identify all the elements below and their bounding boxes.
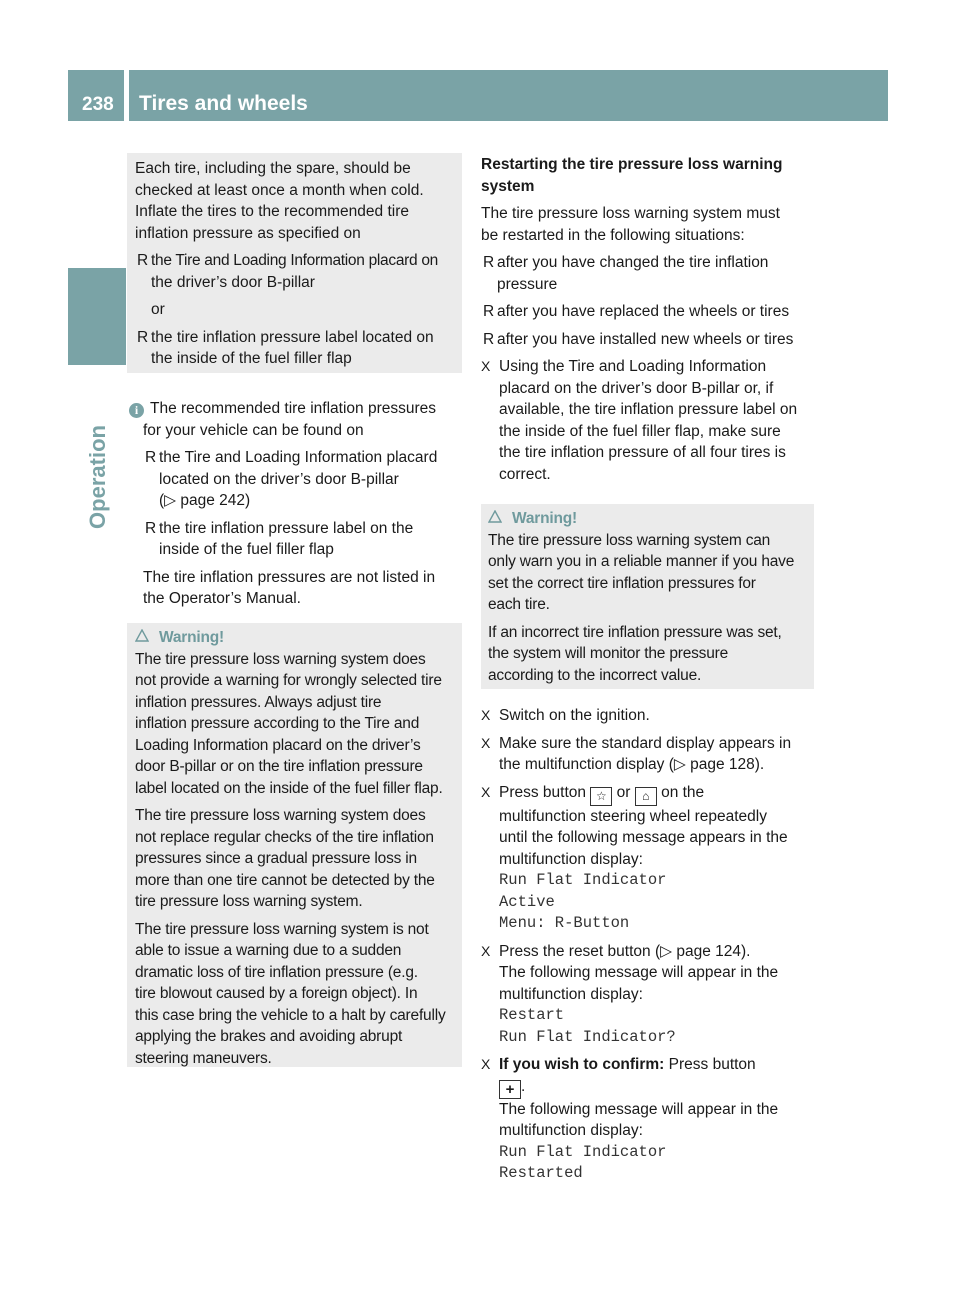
section-heading: Restarting the tire pressure loss warning [481, 156, 783, 173]
bullet-icon: R [145, 449, 157, 466]
bullet-icon: R [483, 330, 495, 348]
bullet-icon: R [483, 303, 495, 320]
list-item: R the Tire and Loading Information placard located on the driver’s door B-pillar (▷ page 242) [145, 449, 438, 509]
step-arrow-icon: X [481, 942, 491, 959]
info-note: i The recommended tire inflation pressures for your vehicle can be found on R the Tire and Loading Information placard located on the driver’s door B-pillar (▷ page 242) R the tire inflation pressure label on the inside of the fuel filler flap The tire inflation pressures are not listed in the Operator’s Manual. [129, 398, 461, 610]
section-title: Tires and wheels [139, 92, 308, 115]
list-item: R the tire inflation pressure label on the inside of the fuel filler flap [145, 519, 414, 558]
bullet-icon: R [137, 252, 149, 269]
step-item: X Press button ☆ or ⌂ on the multifunction steering wheel repeatedly until the following message appears in the multifunction display: Run Flat Indicator Active Menu: R-Button [481, 783, 788, 932]
plus-button-icon: + [499, 1080, 521, 1099]
info-box-check: Each tire, including the spare, should be checked at least once a month when cold. Inflate the tires to the recommended tire inflation pressure as specified on R the Tire and Loading Information placard on the driver’s door B-pillar or R the tire inflation pressure label located on the inside of the fuel filler flap [127, 153, 462, 373]
side-tab [68, 365, 126, 590]
scroll-down-button-icon: ⌂ [635, 787, 657, 806]
right-column: Restarting the tire pressure loss warning system The tire pressure loss warning system must be restarted in the following situations: R after you have changed the tire inflation pressure R after you have replaced the wheels or tires R after you have installed new wheels or tires X Using the Tire and Loading Information placard on the driver’s door B-pillar or, if available, the tire inflation pressure label on the inside of the fuel filler flap, make sure the tire inflation pressure of all four tires is correct. [481, 154, 821, 485]
step-arrow-icon: X [481, 734, 491, 751]
step-item: X Make sure the standard display appears in the multifunction display (▷ page 128). [481, 734, 792, 773]
side-square [68, 268, 126, 365]
info-icon: i [129, 403, 144, 418]
header-bar [129, 70, 888, 121]
step-item: X Using the Tire and Loading Information placard on the driver’s door B-pillar or, if available, the tire inflation pressure label on the inside of the fuel filler flap, make sure the tire inflation pressure of all four tires is correct. [481, 358, 798, 483]
scroll-up-button-icon: ☆ [590, 787, 612, 806]
step-arrow-icon: X [481, 1056, 491, 1072]
bullet-icon: R [483, 254, 495, 271]
list-item: R the tire inflation pressure label located on the inside of the fuel filler flap [137, 328, 434, 367]
page-number: 238 [82, 94, 114, 115]
warning-triangle-icon [488, 508, 504, 530]
step-item: X Switch on the ignition. [481, 705, 821, 727]
warning-box-left: Warning! The tire pressure loss warning system does not provide a warning for wrongly selected tire inflation pressures. Always adjust tire inflation pressure according to the Tire and Loading Information placard on the driver’s door B-pillar or on the tire inflation pressure label located on the inside of the fuel filler flap. The tire pressure loss warning system does not replace regular checks of the tire inflation pressures since a gradual pressure loss in more than one tire cannot be detected by the tire pressure loss warning system. The tire pressure loss warning system is not able to issue a warning due to a sudden dramatic loss of tire inflation pressure (e.g. tire blowout caused by a foreign object). In this case bring the vehicle to a halt by carefully applying the brakes and avoiding abrupt steering maneuvers. [127, 623, 462, 1067]
side-tab-label: Operation [85, 425, 110, 529]
step-item: X If you wish to confirm: Press button + . The following message will appear in the multifunction display: Run Flat Indicator Restarted [481, 1056, 779, 1182]
warning-box-right: Warning! The tire pressure loss warning system can only warn you in a reliable manner if you have set the correct tire inflation pressures for each tire. If an incorrect tire inflation pressure was set, the system will monitor the pressure according to the incorrect value. [481, 504, 814, 689]
list-item: R after you have replaced the wheels or tires [481, 301, 821, 323]
step-item: X Press the reset button (▷ page 124). The following message will appear in the multifunction display: Restart Run Flat Indicator? [481, 942, 779, 1046]
bullet-icon: R [137, 328, 149, 346]
right-steps [481, 705, 821, 1185]
list-item: R after you have changed the tire inflation pressure [483, 254, 769, 293]
step-arrow-icon: X [481, 707, 491, 723]
list-item: R the Tire and Loading Information placard on the driver’s door B-pillar [137, 252, 438, 291]
page-number-box [68, 70, 124, 121]
list-item: R after you have installed new wheels or tires [481, 329, 821, 351]
step-arrow-icon: X [481, 783, 491, 800]
warning-triangle-icon [135, 627, 151, 649]
step-arrow-icon: X [481, 358, 491, 374]
bullet-icon: R [145, 519, 157, 537]
